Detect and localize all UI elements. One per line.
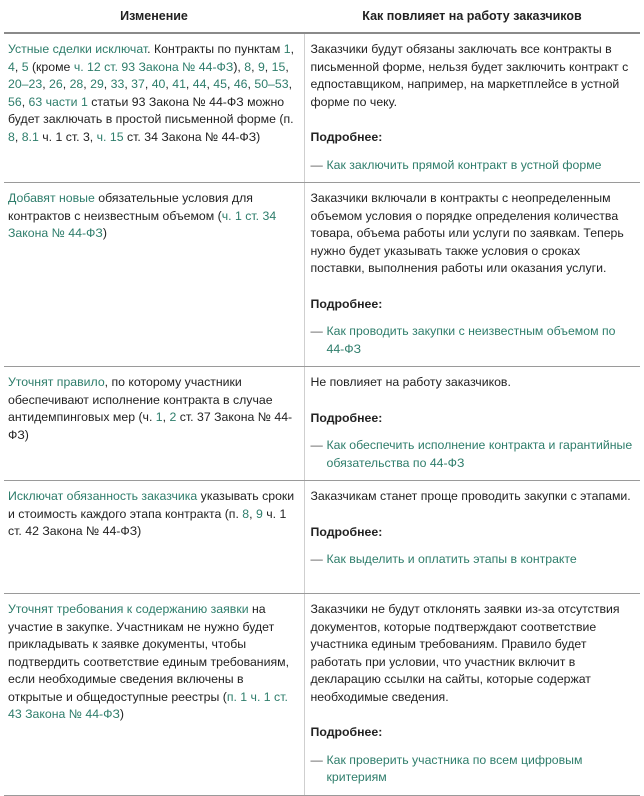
more-item [311, 157, 637, 175]
impact-text: Не повлияет на работу заказчиков. [310, 375, 511, 389]
table-row [4, 367, 640, 481]
change-cell [4, 594, 304, 796]
change-text: , [83, 77, 91, 91]
change-text: , [285, 59, 289, 74]
impact-text: Заказчики включали в контракты с неопределенным объемом условия о порядке определения количества товара, объема работы или услуги по заявкам. Теперь нужно будет указывать также условия о сроках поставки, выполнения работы или оказания услуги. [310, 191, 624, 275]
more-link[interactable]: Как проводить закупки с неизвестным объемом по 44-ФЗ [326, 324, 616, 356]
table-row [4, 33, 640, 183]
law-link[interactable]: 29 [90, 77, 104, 91]
law-link[interactable]: 56 [8, 94, 22, 109]
change-text: ст. 37 Закона № 44-ФЗ) [8, 410, 293, 442]
change-text: , [144, 77, 152, 91]
more-item [311, 752, 637, 787]
impact-text: Заказчики будут обязаны заключать все контракты в письменной форме, нельзя будет заключить контракт с едпоставщиком, например, на маркетплейсе в устной форме по чеку. [310, 42, 629, 109]
law-link[interactable]: 9 [257, 59, 265, 74]
dash-marker: — [310, 157, 323, 172]
change-text: , [206, 77, 214, 91]
change-text: ч. 1 ст. 42 Закона № 44-ФЗ) [8, 506, 287, 538]
law-link[interactable]: Уточнят требования к содержанию заявки [8, 602, 249, 616]
change-text: (кроме [28, 59, 74, 74]
change-text: , [185, 77, 193, 91]
change-text: , по которому участники обеспечивают исполнение контракта в случае антидемпинговых мер (ч. [8, 375, 273, 424]
law-link[interactable]: 33 [110, 77, 125, 91]
table-header-row [4, 0, 640, 33]
law-link[interactable]: 28 [69, 77, 84, 91]
impact-cell [304, 33, 640, 183]
impact-cell [304, 481, 640, 594]
law-link[interactable]: Добавят новые [8, 191, 95, 205]
dash-marker: — [310, 752, 323, 767]
dash-marker: — [310, 324, 323, 338]
law-link[interactable]: 8 [8, 129, 15, 144]
change-text: ) [102, 226, 107, 240]
law-link[interactable]: Устные сделки исключат [8, 42, 148, 56]
law-link[interactable]: части 1 [45, 94, 88, 109]
law-link[interactable]: ч. 15 [96, 129, 124, 144]
column-header-impact: Как повлияет на работу заказчиков [304, 0, 640, 33]
change-text: , [264, 59, 272, 74]
more-heading: Подробнее: [310, 296, 383, 311]
change-text: ст. 34 Закона № 44-ФЗ) [123, 129, 261, 144]
change-text: , [247, 77, 255, 91]
dash-marker: — [310, 438, 323, 452]
law-link[interactable]: 8.1 [21, 129, 39, 144]
more-link[interactable]: Как выделить и оплатить этапы в контракте [326, 552, 577, 566]
law-link[interactable]: 63 [28, 94, 43, 109]
change-cell [4, 367, 304, 481]
more-heading: Подробнее: [310, 130, 383, 144]
change-text: , [14, 59, 22, 74]
change-text: , [249, 506, 256, 521]
impact-cell [304, 183, 640, 367]
change-text: . Контракты по пунктам [147, 42, 284, 56]
law-link[interactable]: п. 1 ч. 1 ст. 43 Закона № 44-ФЗ [8, 689, 288, 721]
more-link[interactable]: Как проверить участника по всем цифровым критериям [326, 752, 583, 784]
law-link[interactable]: 26 [49, 77, 63, 91]
more-link[interactable]: Как заключить прямой контракт в устной форме [326, 157, 602, 172]
change-text: указывать сроки и стоимость каждого этапа контракта (п. [8, 489, 295, 521]
changes-table [4, 0, 640, 796]
change-text: ), [233, 59, 245, 74]
change-text: , [62, 77, 70, 91]
more-item [311, 551, 637, 569]
impact-cell [304, 594, 640, 796]
law-link[interactable]: 4 [8, 59, 15, 74]
change-text: ) [119, 707, 125, 721]
change-text: , [226, 77, 234, 91]
more-heading: Подробнее: [310, 410, 383, 425]
change-text: на участие в закупке. Участникам не нужно будет прикладывать к заявке документы, чтобы подтвердить соответствие единым требованиям, если необходимые сведения включены в открытые и общедоступные реестры ( [8, 602, 289, 704]
more-item [311, 323, 637, 358]
law-link[interactable]: 44 [192, 77, 207, 91]
more-heading: Подробнее: [310, 524, 383, 539]
change-text: , [124, 77, 132, 91]
change-text: статьи 93 Закона № 44-ФЗ можно будет заключать в простой письменной форме (п. [8, 94, 294, 126]
law-link[interactable]: 9 [255, 506, 263, 521]
law-link[interactable]: 41 [172, 77, 186, 91]
law-link[interactable]: 8 [244, 59, 252, 74]
change-text: , [103, 77, 111, 91]
law-link[interactable]: 5 [21, 59, 29, 74]
table-row [4, 594, 640, 796]
impact-text: Заказчики не будут отклонять заявки из-за отсутствия документов, которые подтверждают соответствие участника единым требованиям. Правило будет работать при условии, что участник включит в декларацию ссылки на сайты, которые содержат необходимые сведения. [310, 602, 620, 704]
change-cell [4, 481, 304, 594]
change-cell [4, 33, 304, 183]
law-link[interactable]: 40 [151, 77, 166, 91]
law-link[interactable]: 45 [213, 77, 227, 91]
law-link[interactable]: ч. 12 ст. 93 Закона № 44-ФЗ [73, 59, 234, 74]
law-link[interactable]: 1 [283, 42, 291, 56]
change-text: , [251, 59, 258, 74]
law-link[interactable]: 15 [271, 59, 286, 74]
more-item [311, 437, 637, 472]
more-heading: Подробнее: [310, 725, 383, 739]
table-row [4, 481, 640, 594]
impact-cell [304, 367, 640, 481]
change-text: ч. 1 ст. 3, [38, 129, 97, 144]
law-link[interactable]: Исключат обязанность заказчика [8, 489, 198, 503]
change-text: , [14, 129, 22, 144]
law-link[interactable]: 2 [169, 410, 177, 424]
law-link[interactable]: 46 [233, 77, 248, 91]
law-link[interactable]: 20–23 [8, 77, 43, 91]
impact-text: Заказчикам станет проще проводить закупки с этапами. [310, 489, 631, 503]
change-text: , [288, 77, 292, 91]
change-text: , [162, 410, 170, 424]
change-text: обязательные условия для контрактов с неизвестным объемом ( [8, 191, 253, 223]
law-link[interactable]: 8 [242, 506, 250, 521]
change-cell [4, 183, 304, 367]
law-link[interactable]: 37 [131, 77, 145, 91]
column-header-change: Изменение [4, 0, 304, 33]
law-link[interactable]: Уточнят правило [8, 375, 105, 389]
change-text: , [165, 77, 173, 91]
table-row [4, 183, 640, 367]
law-link[interactable]: 1 [155, 410, 163, 424]
change-text: , [21, 94, 29, 109]
law-link[interactable]: 50–53 [254, 77, 289, 91]
change-text: , [290, 42, 294, 56]
more-link[interactable]: Как обеспечить исполнение контракта и гарантийные обязательства по 44-ФЗ [326, 438, 633, 470]
law-link[interactable]: ч. 1 ст. 34 Закона № 44-ФЗ [8, 208, 277, 240]
change-text: , [42, 77, 50, 91]
dash-marker: — [310, 552, 323, 566]
